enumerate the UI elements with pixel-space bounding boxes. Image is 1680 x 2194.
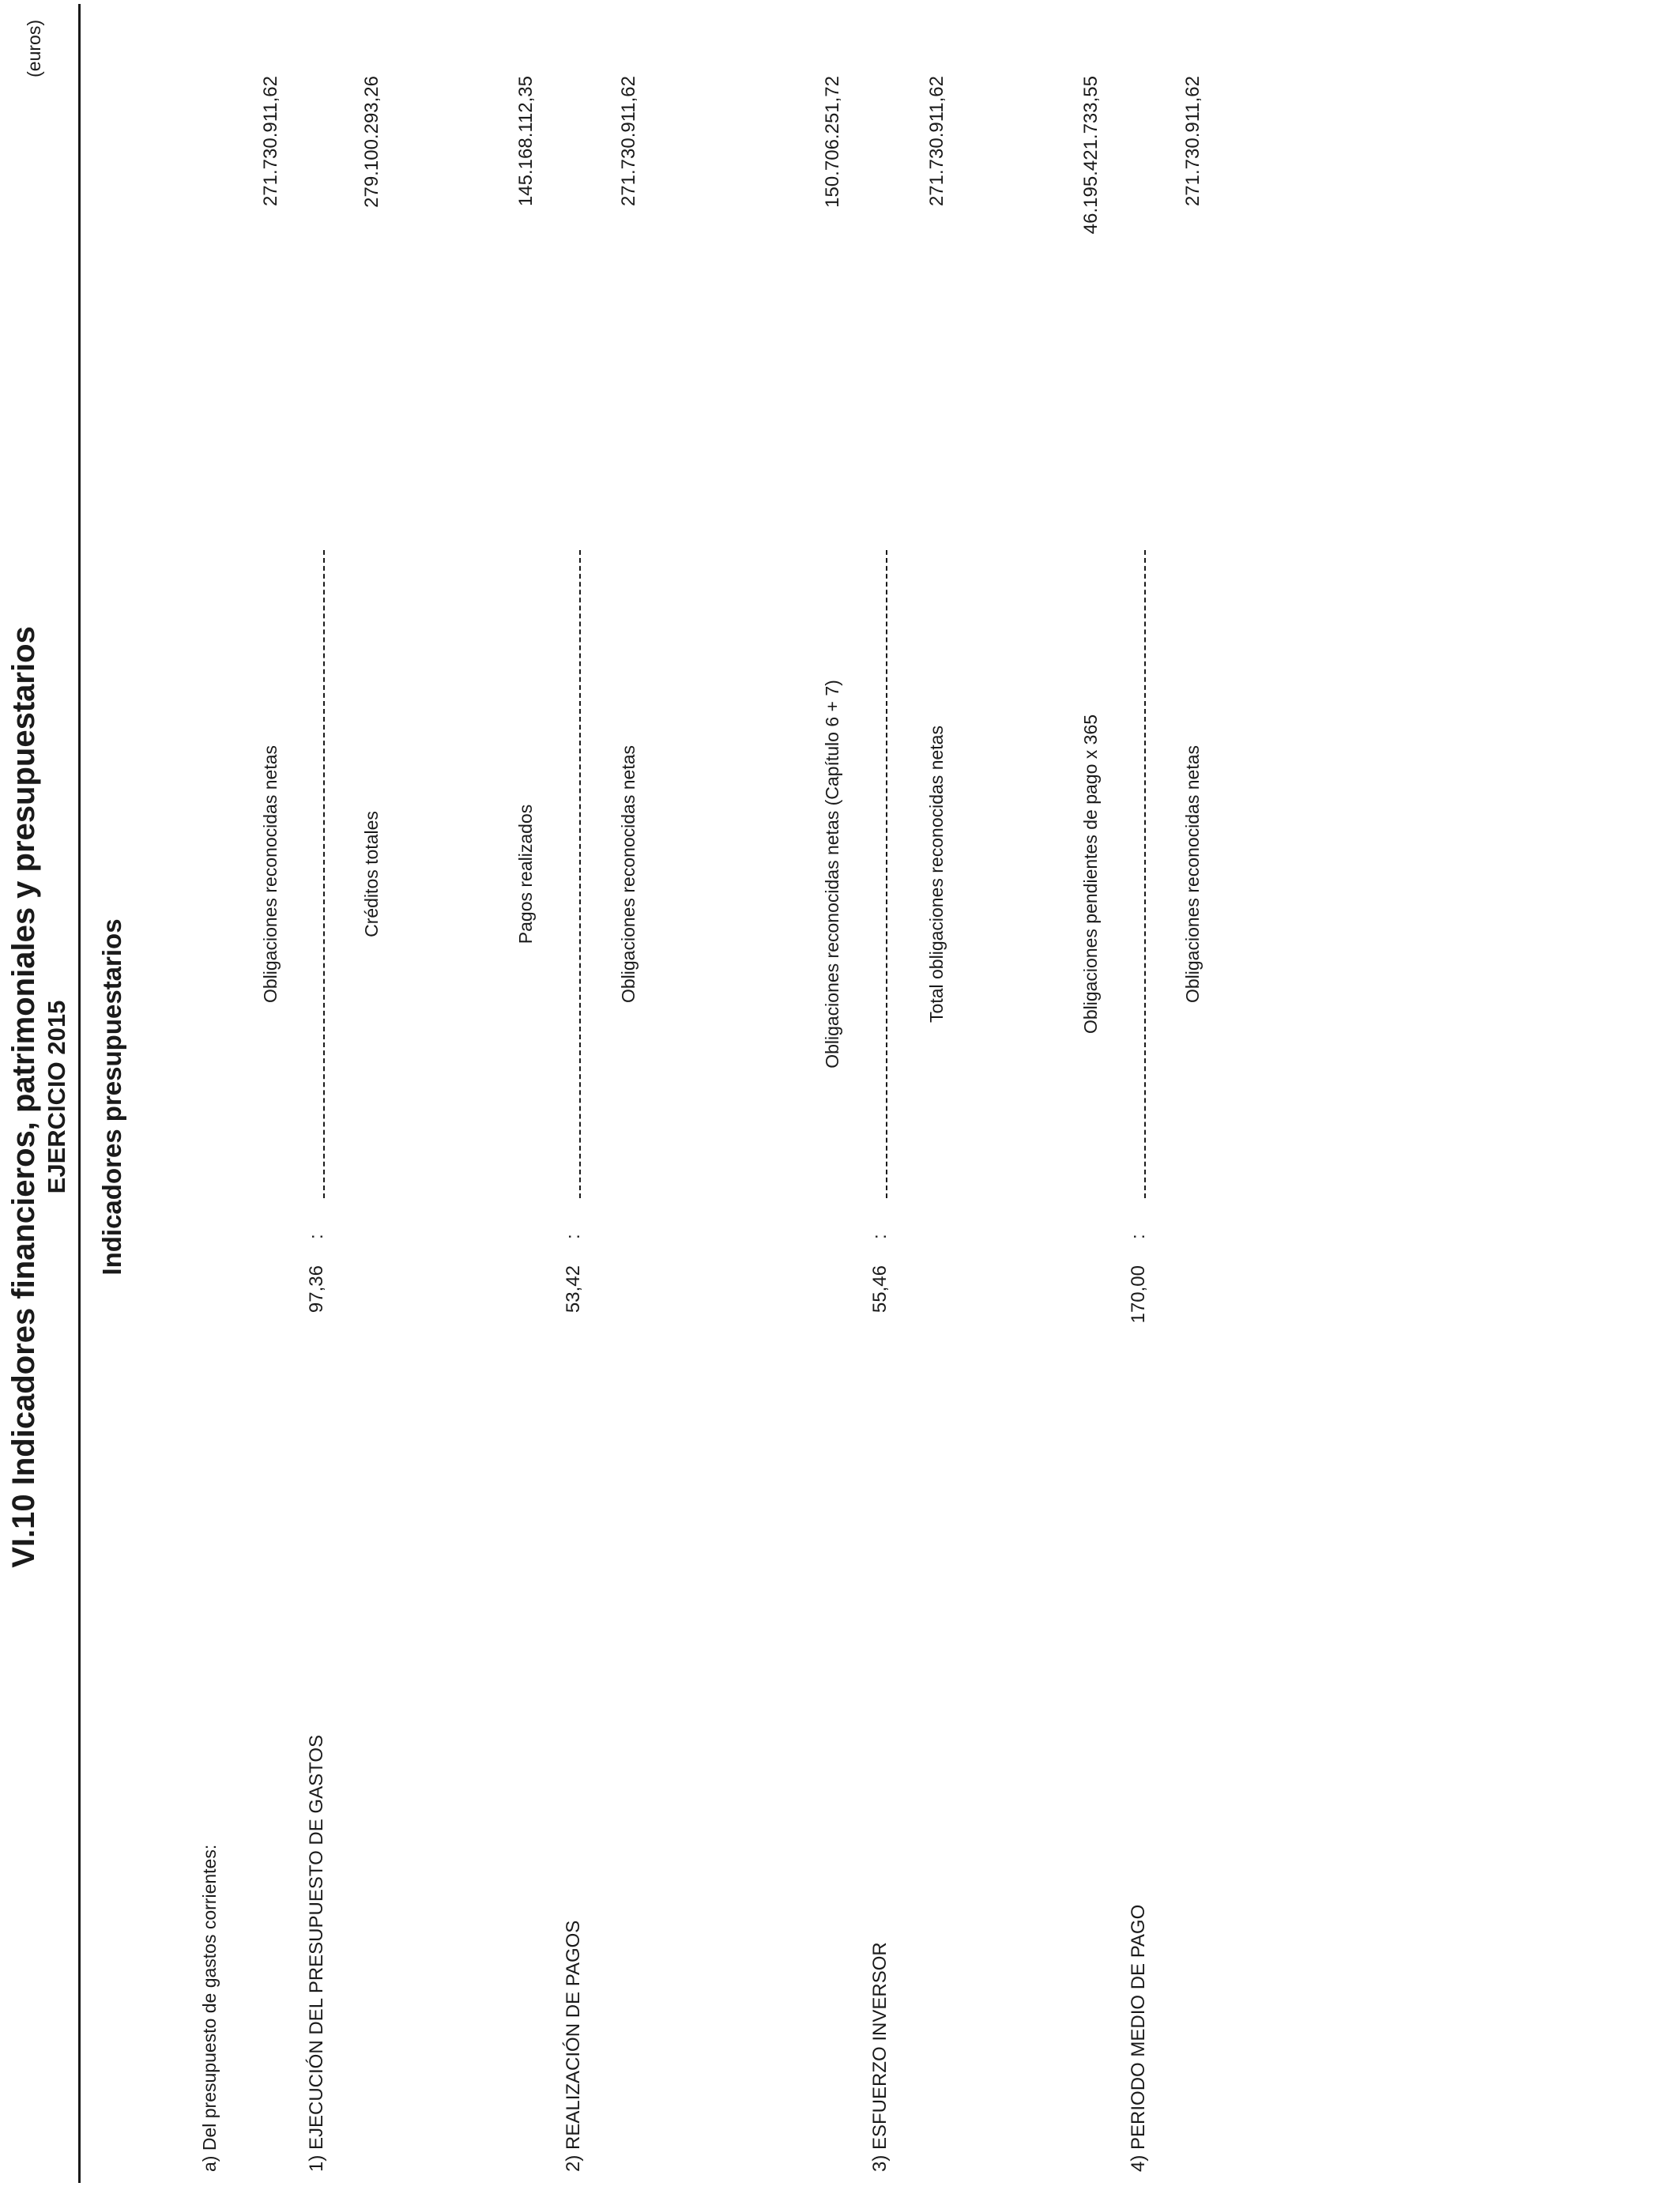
- numerator-text: Obligaciones pendientes de pago x 365: [1080, 714, 1101, 1035]
- indicator-value: 53,42: [563, 1265, 584, 1314]
- indicator-value: 97,36: [306, 1265, 327, 1314]
- indicator-colon: :: [1128, 1234, 1149, 1239]
- numerator-text: Obligaciones reconocidas netas: [260, 745, 281, 1004]
- indicator-colon: :: [306, 1234, 327, 1239]
- numerator-text: Pagos realizados: [515, 804, 536, 944]
- denominator-text: Créditos totales: [361, 811, 382, 937]
- indicator-label: 1) EJECUCIÓN DEL PRESUPUESTO DE GASTOS: [306, 1734, 327, 2172]
- header-rule: [78, 4, 81, 2183]
- denominator-amount: 279.100.293,26: [361, 76, 382, 208]
- indicator-value: 170,00: [1128, 1265, 1149, 1324]
- indicator-label: 3) ESFUERZO INVERSOR: [869, 1942, 891, 2172]
- denominator-amount: 271.730.911,62: [926, 76, 947, 207]
- numerator-amount: 150.706.251,72: [822, 76, 843, 208]
- indicator-colon: :: [869, 1234, 891, 1239]
- indicator-label: 2) REALIZACIÓN DE PAGOS: [563, 1920, 584, 2172]
- numerator-amount: 145.168.112,35: [515, 76, 537, 207]
- currency-units: (euros): [24, 20, 44, 77]
- numerator-text: Obligaciones reconocidas netas (Capítulo 6 + 7): [822, 680, 842, 1069]
- fiscal-year: EJERCICIO 2015: [43, 1000, 70, 1194]
- section-subtitle: Indicadores presupuestarios: [97, 918, 126, 1276]
- indicator-colon: :: [563, 1234, 584, 1239]
- fraction-line: [323, 550, 325, 1198]
- numerator-amount: 271.730.911,62: [260, 76, 281, 207]
- denominator-text: Obligaciones reconocidas netas: [618, 745, 638, 1004]
- indicator-value: 55,46: [869, 1265, 891, 1314]
- denominator-text: Obligaciones reconocidas netas: [1182, 745, 1203, 1004]
- fraction-line: [1144, 550, 1146, 1198]
- section-label: a) Del presupuesto de gastos corrientes:: [199, 1844, 220, 2172]
- denominator-text: Total obligaciones reconocidas netas: [926, 726, 947, 1023]
- denominator-amount: 271.730.911,62: [618, 76, 639, 207]
- numerator-amount: 46.195.421.733,55: [1080, 76, 1102, 235]
- denominator-amount: 271.730.911,62: [1182, 76, 1203, 207]
- indicator-label: 4) PERIODO MEDIO DE PAGO: [1128, 1904, 1149, 2172]
- fraction-line: [579, 550, 581, 1198]
- document-title: VI.10 Indicadores financieros, patrimoniales y presupuestarios: [6, 626, 41, 1568]
- fraction-line: [886, 550, 887, 1198]
